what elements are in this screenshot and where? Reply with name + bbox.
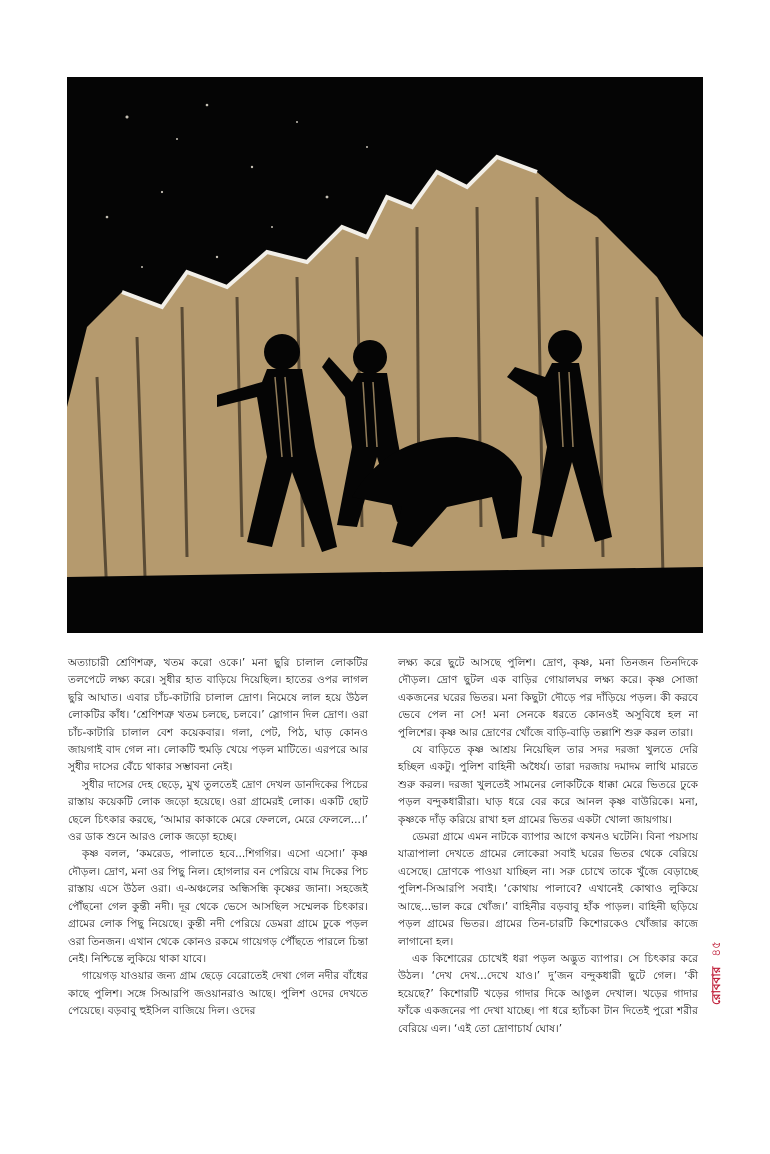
paragraph: সুধীর দাসের দেহ ছেড়ে, মুখ তুলতেই দ্রোণ দেখল ডানদিকের পিচের রাস্তায় কয়েকটি লোক জড়ো হয়েছে। ওরা গ্রামেরই লোক। একটি ছোট ছেলে চিৎকার করছে, ‘আমার কাকাকে মেরে ফেললে, মেরে ফেললে...।’ ওর ডাক শুনে আরও লোক জড়ো হচ্ছে।: [68, 778, 368, 844]
paragraph: কৃষ্ণ বলল, ‘কমরেড, পালাতে হবে...শিগগির। এসো এসো।’ কৃষ্ণ দৌড়ল। দ্রোণ, মনা ওর পিছু নিল। হোগলার বন পেরিয়ে বাম দিকের পিচ রাস্তায় এসে উঠল ওরা। এ-অঞ্চলের অন্ধিসন্ধি কৃষ্ণের জানা। সহজেই পৌঁছনো গেল কুন্তী নদী। দূর থেকে ভেসে আসছিল সম্মেলক চিৎকার। গ্রামের লোক পিছু নিয়েছে। কুন্তী নদী পেরিয়ে ডেমরা গ্রামে ঢুকে পড়ল ওরা তিনজন। এখান থেকে কোনও রকমে গায়েগড় পৌঁছতে পারলে চিন্তা নেই। নিশ্চিন্তে লুকিয়ে থাকা যাবে।: [68, 848, 368, 965]
text-column-right: [398, 655, 698, 1038]
paragraph: গায়েগড় যাওয়ার জন্য গ্রাম ছেড়ে বেরোতেই দেখা গেল নদীর বাঁধের কাছে পুলিশ। সঙ্গে সিআরপি জওয়ানরাও আছে। পুলিশ ওদের দেখতে পেয়েছে। বড়বাবু হুইসিল বাজিয়ে দিল। ওদের: [68, 970, 368, 1018]
paragraph: লক্ষ্য করে ছুটে আসছে পুলিশ। দ্রোণ, কৃষ্ণ, মনা তিনজন তিনদিকে দৌড়ল। দ্রোণ ছুটল এক বাড়ির গোয়ালঘর লক্ষ্য করে। কৃষ্ণ সোজা একজনের ঘরের ভিতর। মনা কিছুটা দৌড়ে পর দাঁড়িয়ে পড়ল। কী করবে ভেবে পেল না সে! মনা সেনকে ধরতে কোনওই অসুবিধে হল না পুলিশের। কৃষ্ণ আর দ্রোণের খোঁজে বাড়ি-বাড়ি তল্লাশি শুরু করল তারা।: [398, 657, 698, 739]
page-number: ৪৫: [709, 941, 723, 957]
page-footer: [708, 865, 728, 1005]
police-figures-illustration: [67, 77, 703, 633]
paragraph: ডেমরা গ্রামে এমন নাটকে ব্যাপার আগে কখনও ঘটেনি। বিনা পয়সায় যাত্রাপালা দেখতে গ্রামের লোকেরা সবাই ঘরের ভিতর থেকে বেরিয়ে এসেছে। দ্রোণকে পাওয়া যাচ্ছিল না। সরু চোখে তাকে খুঁজে বেড়াচ্ছে পুলিশ-সিআরপি সবাই। ‘কোথায় পালাবে? এখানেই কোথাও লুকিয়ে আছে...ভাল করে খোঁজ।’ বাহিনীর বড়বাবু হাঁক পাড়ল। বাহিনী ছড়িয়ে পড়ল গ্রামের ভিতর। গ্রামের তিন-চারটি কিশোরকেও খোঁজার কাজে লাগানো হল।: [398, 831, 698, 948]
magazine-name: রোববার: [709, 966, 723, 1005]
woodcut-illustration: [67, 77, 703, 633]
paragraph: এক কিশোরের চোখেই ধরা পড়ল অদ্ভুত ব্যাপার। সে চিৎকার করে উঠল। ‘দেখ দেখ...দেখে যাও।’ দু’জন বন্দুকধারী ছুটে গেল। ‘কী হয়েছে?’ কিশোরটি খড়ের গাদার দিকে আঙুল দেখাল। খড়ের গাদার ফাঁকে একজনের পা দেখা যাচ্ছে। পা ধরে হ্যাঁচকা টান দিতেই পুরো শরীর বেরিয়ে এল। ‘এই তো দ্রোণাচার্য ঘোষ।’: [398, 952, 698, 1035]
paragraph: যে বাড়িতে কৃষ্ণ আশ্রয় নিয়েছিল তার সদর দরজা খুলতে দেরি হচ্ছিল একটু। পুলিশ বাহিনী অধৈর্য। তারা দরজায় দমাদম লাথি মারতে শুরু করল। দরজা খুলতেই সামনের লোকটিকে ধাক্কা মেরে ভিতরে ঢুকে পড়ল বন্দুকধারীরা। ঘাড় ধরে বের করে আনল কৃষ্ণ বাউরিকে। মনা, কৃষ্ণকে দাঁড় করিয়ে রাখা হল গ্রামের ভিতর একটা খোলা জায়গায়।: [398, 744, 698, 826]
paragraph: অত্যাচারী শ্রেণিশত্রু, খতম করো ওকে।’ মনা ছুরি চালাল লোকটির তলপেটে লক্ষ্য করে। সুধীর হাত বাড়িয়ে দিয়েছিল। হাতের ওপর লাগল ছুরি আঘাত। এবার চাঁচ-কাটারি চালাল দ্রোণ। নিমেষে লাল হয়ে উঠল লোকটির কাঁধ। ‘শ্রেণিশত্রু খতম চলছে, চলবে।’ স্লোগান দিল দ্রোণ। ওরা চাঁচ-কাটারি চালাল বেশ কয়েকবার। গলা, পেট, পিঠ, ঘাড় কোনও জায়গাই বাদ গেল না। লোকটি হুমড়ি খেয়ে পড়ল মাটিতে। এরপরে আর সুধীর দাসের বেঁচে থাকার সম্ভাবনা নেই।: [68, 657, 368, 774]
text-column-left: [68, 655, 368, 1021]
